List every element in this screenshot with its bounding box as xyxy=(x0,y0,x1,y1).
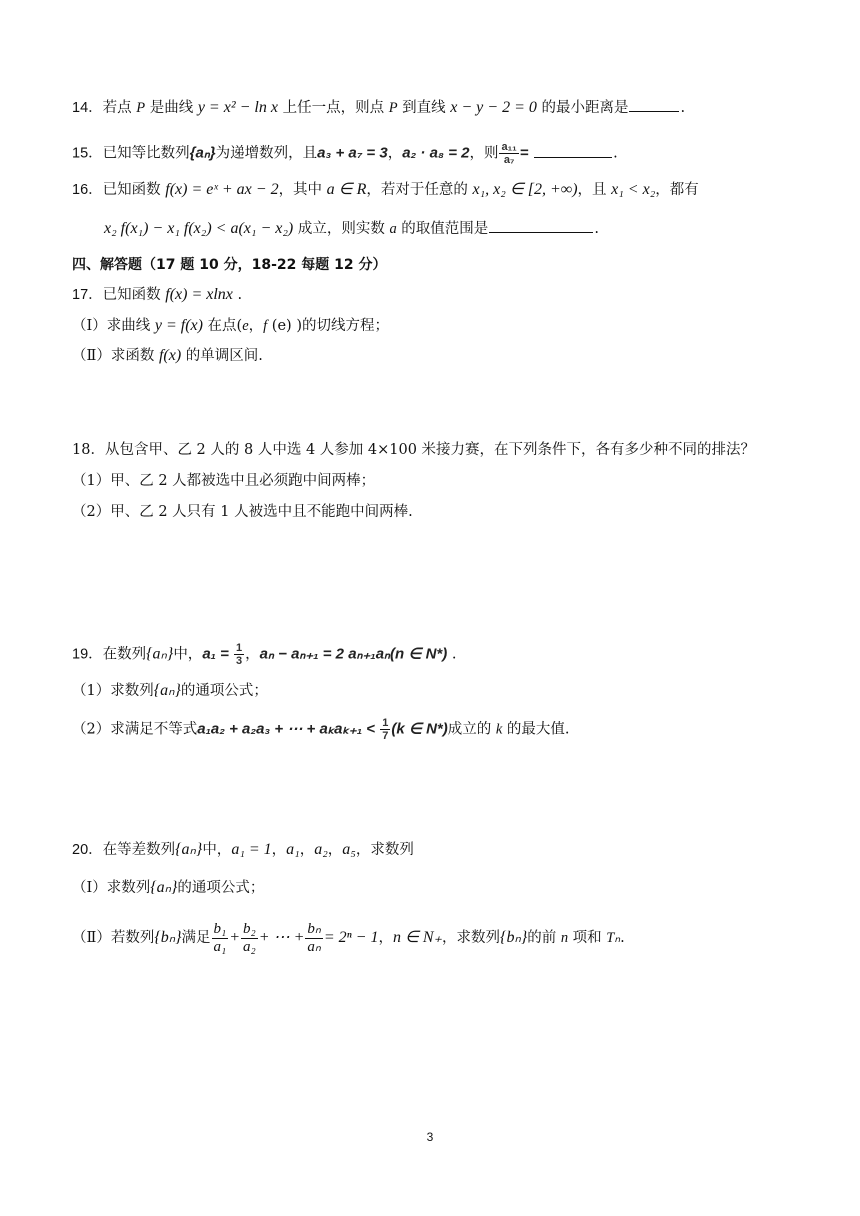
text: (e) )的切线方程； xyxy=(267,318,389,334)
question-17-part-1 xyxy=(72,316,800,336)
text: 为递增数列，且 xyxy=(215,145,318,162)
question-15 xyxy=(72,141,800,166)
question-number: 17． xyxy=(72,287,103,303)
section-heading: 四、解答题（17 题 10 分，18-22 每题 12 分） xyxy=(72,257,387,273)
question-17-part-2 xyxy=(72,346,800,366)
text: ， xyxy=(245,646,260,663)
text: . xyxy=(620,930,625,946)
numerator: 1 xyxy=(382,717,389,729)
fraction xyxy=(380,717,390,742)
fraction xyxy=(212,921,229,956)
text: 上任一点，则点 xyxy=(277,100,389,116)
part-label: （Ⅱ） xyxy=(72,930,111,946)
math-expression: aₙ − aₙ₊₁ = 2 aₙ₊₁aₙ(n ∈ N*) xyxy=(259,645,448,663)
text: . xyxy=(594,221,599,237)
answer-blank xyxy=(489,218,593,233)
text: ，求数列 xyxy=(355,842,414,858)
text: 中， xyxy=(173,646,203,663)
math-var: e xyxy=(242,318,249,334)
math-expression: n ∈ N₊ xyxy=(392,929,443,946)
math-var: a xyxy=(389,221,397,237)
text: ， xyxy=(299,842,315,858)
math-expression: y = x² − ln x xyxy=(197,99,278,116)
text: 已知函数 xyxy=(102,287,166,303)
math-expression: {aₙ} xyxy=(175,841,203,858)
text: 若点 xyxy=(102,100,137,116)
question-19-part-1 xyxy=(72,681,800,701)
math-expression: f(x) = xlnx xyxy=(165,286,233,303)
answer-blank xyxy=(629,97,679,112)
math-var: P xyxy=(388,100,398,116)
text: 成立，则实数 xyxy=(293,221,390,237)
question-20-part-2 xyxy=(72,918,800,958)
math-expression: x₁, x₂ ∈ [2, +∞) xyxy=(472,181,578,198)
math-var: a₁ xyxy=(286,841,300,858)
text: ， xyxy=(271,842,287,858)
text: . xyxy=(447,646,457,663)
text: 求满足不等式 xyxy=(110,721,198,738)
text: 的通项公式； xyxy=(177,880,265,896)
text: 已知函数 xyxy=(102,182,166,198)
text: . xyxy=(232,287,243,303)
text: ， xyxy=(378,930,393,946)
fraction xyxy=(305,921,322,956)
question-16-cont xyxy=(104,218,800,239)
text: 已知等比数列 xyxy=(102,145,190,162)
question-16 xyxy=(72,180,800,200)
denominator: a₇ xyxy=(503,154,515,166)
math-expression: x − y − 2 = 0 xyxy=(450,99,537,116)
math-expression: a₁ = xyxy=(202,645,234,663)
numerator: a₁₁ xyxy=(501,141,517,153)
text: ， xyxy=(387,145,403,162)
math-expression: {bₙ} xyxy=(154,929,182,946)
question-18-part-1: （1）甲、乙 2 人都被选中且必须跑中间两棒； xyxy=(72,473,376,489)
math-expression: y = f(x) xyxy=(154,317,203,334)
text: 求数列 xyxy=(110,683,154,699)
part-label: （Ⅰ） xyxy=(72,880,107,896)
question-20-part-1 xyxy=(72,878,800,898)
text: 的单调区间. xyxy=(181,348,263,364)
text: 的通项公式； xyxy=(180,683,268,699)
fraction xyxy=(499,141,518,166)
question-19-part-2 xyxy=(72,717,800,742)
math-var: n xyxy=(560,930,569,946)
math-expression: a₁a₂ + a₂a₃ + ⋯ + aₖaₖ₊₁ < xyxy=(197,720,380,738)
denominator: aₙ xyxy=(307,938,321,955)
math-expression: = 2ⁿ − 1 xyxy=(323,929,379,946)
math-expression: a ∈ R xyxy=(326,181,367,198)
numerator: bₙ xyxy=(307,920,321,937)
text: ，则 xyxy=(469,145,499,162)
denominator: a₂ xyxy=(243,938,256,955)
math-operator: + ⋯ + xyxy=(258,929,305,946)
math-var: P xyxy=(136,100,146,116)
numerator: 1 xyxy=(236,642,243,654)
math-expression: {aₙ} xyxy=(189,144,216,162)
numerator: b₂ xyxy=(243,920,256,937)
fraction xyxy=(234,642,244,667)
text: . xyxy=(680,100,686,116)
question-number: 16． xyxy=(72,182,103,198)
math-var: f xyxy=(263,318,268,334)
text: 求曲线 xyxy=(106,318,155,334)
text: 是曲线 xyxy=(145,100,198,116)
text: 项和 xyxy=(568,930,607,946)
text: ， xyxy=(248,318,264,334)
text: 求数列 xyxy=(106,880,151,896)
question-number: 15． xyxy=(72,145,103,162)
math-operator: + xyxy=(229,929,241,946)
text: ，若对于任意的 xyxy=(366,182,473,198)
text: 中， xyxy=(202,842,232,858)
math-var: k xyxy=(495,721,503,738)
part-label: （Ⅰ） xyxy=(72,318,107,334)
math-expression: x₁ < x₂ xyxy=(611,181,656,198)
text: 若数列 xyxy=(110,930,155,946)
question-17 xyxy=(72,285,800,305)
question-18-part-2: （2）甲、乙 2 人只有 1 人被选中且不能跑中间两棒. xyxy=(72,504,413,520)
denominator: a₁ xyxy=(213,938,227,955)
text: ，且 xyxy=(577,182,612,198)
text: . xyxy=(613,145,618,162)
math-expression: f(x) xyxy=(158,347,182,364)
text: 求函数 xyxy=(110,348,159,364)
math-var: a₂ xyxy=(314,841,328,858)
math-expression: {aₙ} xyxy=(146,645,174,663)
text: ， xyxy=(327,842,343,858)
text: 在数列 xyxy=(102,646,147,663)
text: 成立的 xyxy=(447,721,496,738)
math-expression: (k ∈ N*) xyxy=(391,720,448,738)
part-label: （1） xyxy=(72,683,111,699)
math-expression: f(x) = eˣ + ax − 2 xyxy=(165,181,279,198)
text: ，都有 xyxy=(655,182,699,198)
text: 满足 xyxy=(181,930,211,946)
page-number: 3 xyxy=(426,1130,434,1144)
question-20 xyxy=(72,840,800,860)
math-var: Tₙ xyxy=(606,930,621,946)
text: ，求数列 xyxy=(442,930,501,946)
denominator: 7 xyxy=(382,730,389,742)
text: 的最大值. xyxy=(502,721,570,738)
question-18: 18．从包含甲、乙 2 人的 8 人中选 4 人参加 4×100 米接力赛，在下列条件下，各有多少种不同的排法？ xyxy=(72,442,756,458)
question-19 xyxy=(72,642,800,667)
part-label: （Ⅱ） xyxy=(72,348,111,364)
question-number: 14． xyxy=(72,100,103,116)
math-expression: x₂ f(x₁) − x₁ f(x₂) < a(x₁ − x₂) xyxy=(104,220,294,237)
math-expression: {aₙ} xyxy=(150,879,178,896)
text: 的取值范围是 xyxy=(396,221,489,237)
question-number: 19． xyxy=(72,646,103,663)
text: ，其中 xyxy=(278,182,327,198)
math-expression: {aₙ} xyxy=(153,682,181,699)
math-expression: = xyxy=(519,144,529,162)
math-expression: a₁ = 1 xyxy=(231,841,272,858)
text: 的最小距离是 xyxy=(536,100,629,116)
part-label: （2） xyxy=(72,721,111,738)
text: 到直线 xyxy=(397,100,451,116)
question-number: 20． xyxy=(72,842,103,858)
question-14 xyxy=(72,97,800,118)
math-var: a₅ xyxy=(342,841,356,858)
text: 在点( xyxy=(202,318,243,334)
math-expression: a₂ · a₈ = 2 xyxy=(402,144,470,162)
denominator: 3 xyxy=(236,655,243,667)
text: 的前 xyxy=(527,930,561,946)
numerator: b₁ xyxy=(213,920,227,937)
math-expression: {bₙ} xyxy=(500,929,528,946)
fraction xyxy=(241,921,258,956)
math-expression: a₃ + a₇ = 3 xyxy=(317,144,388,162)
text: 在等差数列 xyxy=(102,842,176,858)
answer-blank xyxy=(534,143,612,158)
